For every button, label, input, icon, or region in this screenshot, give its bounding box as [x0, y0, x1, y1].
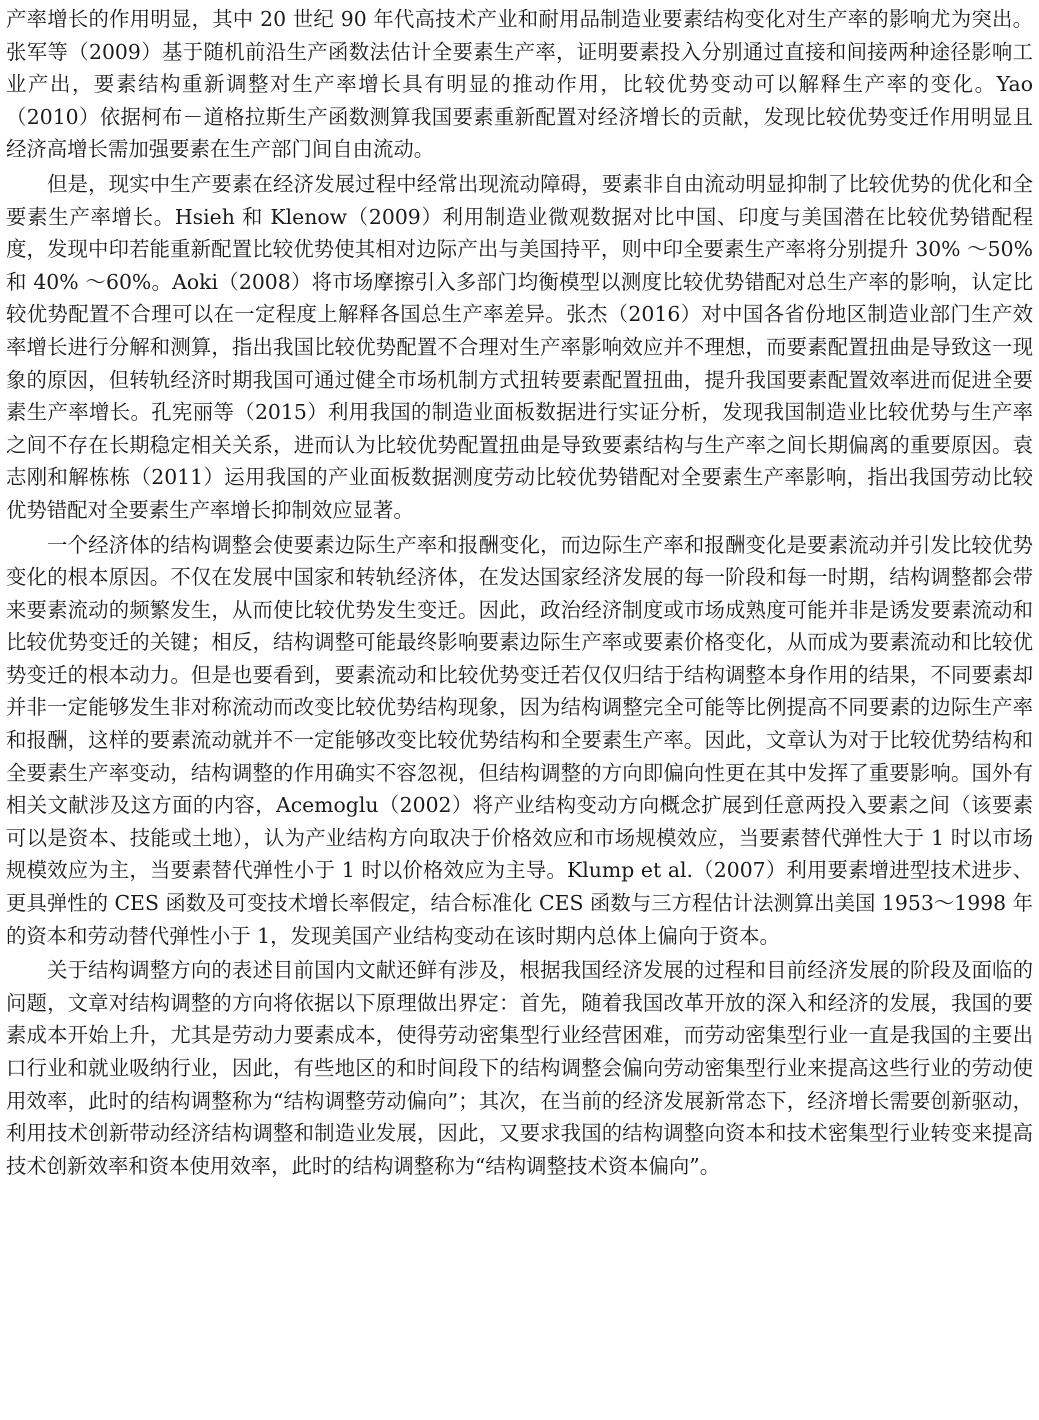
paragraph-1: 产率增长的作用明显，其中 20 世纪 90 年代高技术产业和耐用品制造业要素结构变化对生产率的影响尤为突出。张军等（2009）基于随机前沿生产函数法估计全要素生产率，证明要素投入分别通过直接和间接两种途径影响工业产出，要素结构重新调整对生产率增长具有明显的推动作用，比较优势变动可以解释生产率的变化。Yao（2010）依据柯布－道格拉斯生产函数测算我国要素重新配置对经济增长的贡献，发现比较优势变迁作用明显且经济高增长需加强要素在生产部门间自由流动。 — [6, 7, 1033, 162]
paragraph-4: 关于结构调整方向的表述目前国内文献还鲜有涉及，根据我国经济发展的过程和目前经济发展的阶段及面临的问题，文章对结构调整的方向将依据以下原理做出界定：首先，随着我国改革开放的深入和经济的发展，我国的要素成本开始上升，尤其是劳动力要素成本，使得劳动密集型行业经营困难，而劳动密集型行业一直是我国的主要出口行业和就业吸纳行业，因此，有些地区的和时间段下的结构调整会偏向劳动密集型行业来提高这些行业的劳动使用效率，此时的结构调整称为“结构调整劳动偏向”；其次，在当前的经济发展新常态下，经济增长需要创新驱动，利用技术创新带动经济结构调整和制造业发展，因此，又要求我国的结构调整向资本和技术密集型行业转变来提高技术创新效率和资本使用效率，此时的结构调整称为“结构调整技术资本偏向”。 — [6, 958, 1033, 1178]
article-body — [0, 3, 1039, 1182]
paragraph-3: 一个经济体的结构调整会使要素边际生产率和报酬变化，而边际生产率和报酬变化是要素流动并引发比较优势变化的根本原因。不仅在发展中国家和转轨经济体，在发达国家经济发展的每一阶段和每一时期，结构调整都会带来要素流动的频繁发生，从而使比较优势发生变迁。因此，政治经济制度或市场成熟度可能并非是诱发要素流动和比较优势变迁的关键；相反，结构调整可能最终影响要素边际生产率或要素价格变化，从而成为要素流动和比较优势变迁的根本动力。但是也要看到，要素流动和比较优势变迁若仅仅归结于结构调整本身作用的结果，不同要素却并非一定能够发生非对称流动而改变比较优势结构现象，因为结构调整完全可能等比例提高不同要素的边际生产率和报酬，这样的要素流动就并不一定能够改变比较优势结构和全要素生产率。因此，文章认为对于比较优势结构和全要素生产率变动，结构调整的作用确实不容忽视，但结构调整的方向即偏向性更在其中发挥了重要影响。国外有相关文献涉及这方面的内容，Acemoglu（2002）将产业结构变动方向概念扩展到任意两投入要素之间（该要素可以是资本、技能或土地），认为产业结构方向取决于价格效应和市场规模效应，当要素替代弹性大于 1 时以市场规模效应为主，当要素替代弹性小于 1 时以价格效应为主导。Klump et al.（2007）利用要素增进型技术进步、更具弹性的 CES 函数及可变技术增长率假定，结合标准化 CES 函数与三方程估计法测算出美国 1953～1998 年的资本和劳动替代弹性小于 1，发现美国产业结构变动在该时期内总体上偏向于资本。 — [6, 532, 1033, 948]
paragraph-2: 但是，现实中生产要素在经济发展过程中经常出现流动障碍，要素非自由流动明显抑制了比较优势的优化和全要素生产率增长。Hsieh 和 Klenow（2009）利用制造业微观数据对比中国、印度与美国潜在比较优势错配程度，发现中印若能重新配置比较优势使其相对边际产出与美国持平，则中印全要素生产率将分别提升 30% ～50% 和 40% ～60%。Aoki（2008）将市场摩擦引入多部门均衡模型以测度比较优势错配对总生产率的影响，认定比较优势配置不合理可以在一定程度上解释各国总生产率差异。张杰（2016）对中国各省份地区制造业部门生产效率增长进行分解和测算，指出我国比较优势配置不合理对生产率影响效应并不理想，而要素配置扭曲是导致这一现象的原因，但转轨经济时期我国可通过健全市场机制方式扭转要素配置扭曲，提升我国要素配置效率进而促进全要素生产率增长。孔宪丽等（2015）利用我国的制造业面板数据进行实证分析，发现我国制造业比较优势与生产率之间不存在长期稳定相关关系，进而认为比较优势配置扭曲是导致要素结构与生产率之间长期偏离的重要原因。袁志刚和解栋栋（2011）运用我国的产业面板数据测度劳动比较优势错配对全要素生产率影响，指出我国劳动比较优势错配对全要素生产率增长抑制效应显著。 — [6, 171, 1033, 522]
